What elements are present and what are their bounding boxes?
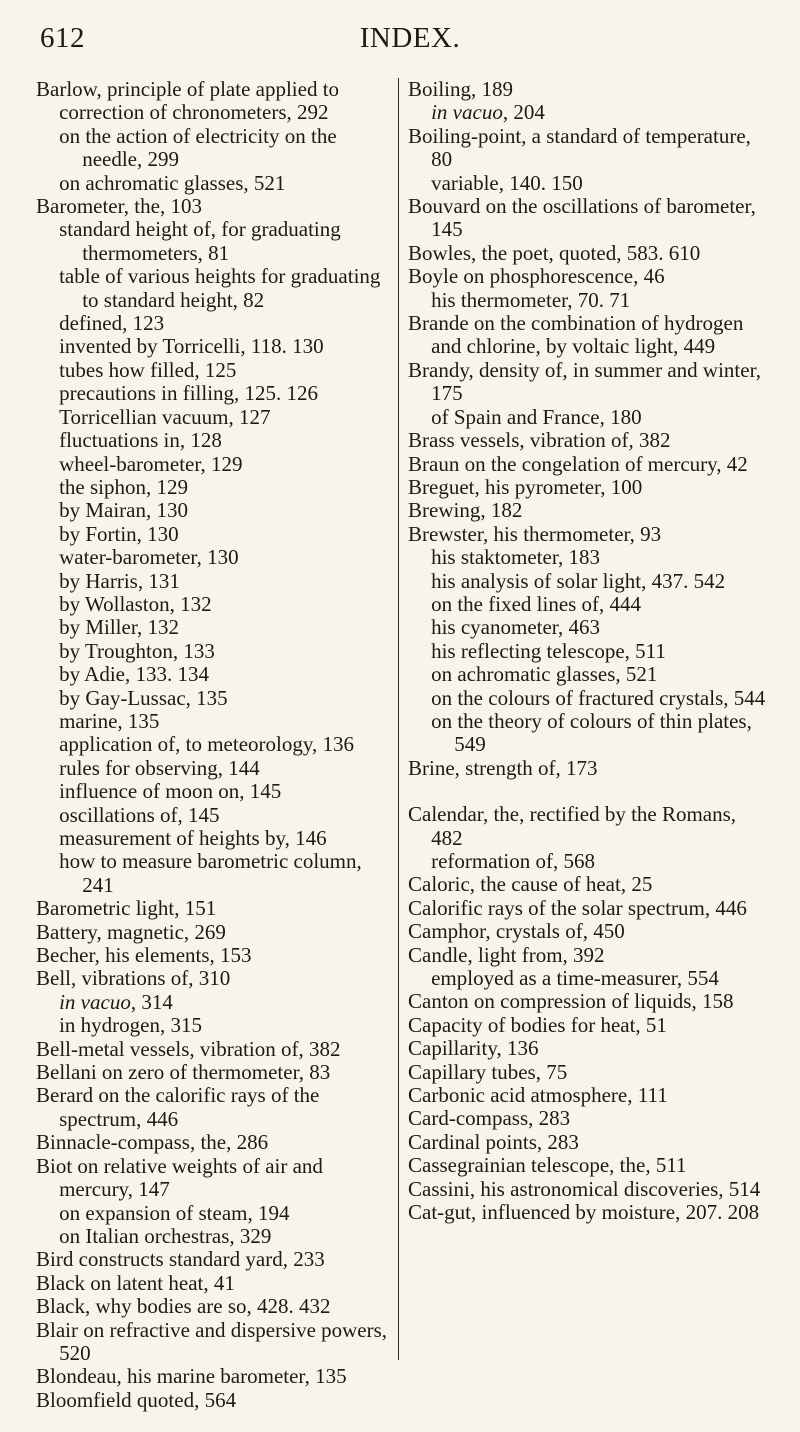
index-entry: Boiling, 189 [408,77,514,101]
index-entry: Caloric, the cause of heat, 25 [408,872,653,897]
index-entry: Bell-metal vessels, vibration of, 382 [36,1036,341,1061]
page-header [20,22,780,62]
index-subentry: his reflecting telescope, 511 [431,638,666,663]
index-subentry: how to measure barometric column, 241 [59,849,362,897]
index-entry: Breguet, his pyrometer, 100 [408,474,643,499]
index-subentry: on the theory of colours of thin plates, 549 [431,708,752,757]
index-entry: Bird constructs standard yard, 233 [36,1247,325,1272]
index-subentry: rules for observing, 144 [59,755,260,780]
index-subentry: invented by Torricelli, 118. 130 [59,334,324,359]
column-divider [398,78,399,1360]
index-entry: Carbonic acid atmosphere, 111 [408,1083,668,1108]
index-subentry: by Wollaston, 132 [59,591,212,616]
index-subentry: wheel-barometer, 129 [59,451,243,476]
index-entry: Brewing, 182 [408,498,523,523]
index-subentry: by Fortin, 130 [59,521,179,546]
index-entry: Capacity of bodies for heat, 51 [408,1012,667,1037]
index-entry: Canton on compression of liquids, 158 [408,989,734,1014]
index-entry: Capillarity, 136 [408,1036,539,1061]
index-subentry: on the fixed lines of, 444 [431,591,642,616]
index-subentry: his staktometer, 183 [431,545,600,570]
index-entry: Calorific rays of the solar spectrum, 446 [408,895,747,920]
index-subentry: on expansion of steam, 194 [59,1200,290,1225]
index-entry: Becher, his elements, 153 [36,943,252,968]
index-entry: Boiling-point, a standard of temperature, 80 [408,123,751,172]
index-entry: Barlow, principle of plate applied to correction of chronometers, 292 [36,77,340,125]
index-subentry: oscillations of, 145 [59,802,220,827]
index-entry: Berard on the calorific rays of the spectrum, 446 [36,1083,320,1131]
index-subentry: on Italian orchestras, 329 [59,1223,272,1248]
index-subentry: on achromatic glasses, 521 [59,170,286,195]
index-subentry: his thermometer, 70. 71 [431,287,631,312]
index-subentry: precautions in filling, 125. 126 [59,381,319,406]
page-number: 612 [40,22,85,54]
index-subentry: in vacuo, 204 [431,100,545,125]
index-entry: Brewster, his thermometer, 93 [408,521,662,546]
index-entry: Boyle on phosphorescence, 46 [408,264,665,289]
index-subentry: employed as a time-measurer, 554 [431,966,719,991]
section-gap [408,780,770,803]
index-entry: Blondeau, his marine barometer, 135 [36,1364,347,1389]
left-column [36,78,391,1412]
index-subentry: his analysis of solar light, 437. 542 [431,568,726,593]
index-entry: Brandy, density of, in summer and winter, 175 [408,357,761,406]
index-entry: Blair on refractive and dispersive powers, 520 [36,1317,388,1365]
index-subentry: on the action of electricity on the needle, 299 [59,123,337,172]
index-entry: Bloomfield quoted, 564 [36,1387,237,1412]
index-subentry: by Mairan, 130 [59,498,188,523]
index-subentry: reformation of, 568 [431,849,595,873]
right-column [408,78,770,1225]
page-title: INDEX. [359,22,461,54]
index-subentry: in hydrogen, 315 [59,1013,202,1038]
index-entry: Battery, magnetic, 269 [36,919,226,944]
index-entry: Cassegrainian telescope, the, 511 [408,1153,687,1178]
index-subentry: water-barometer, 130 [59,545,239,570]
index-subentry: the siphon, 129 [59,474,189,499]
index-subentry: standard height of, for graduating thermometers, 81 [59,217,341,265]
index-subentry: Torricellian vacuum, 127 [59,404,271,429]
index-subentry: by Harris, 131 [59,568,180,593]
index-subentry: his cyanometer, 463 [431,615,600,640]
index-entry: Black, why bodies are so, 428. 432 [36,1294,331,1319]
index-subentry: by Adie, 133. 134 [59,662,210,687]
index-entry: Capillary tubes, 75 [408,1059,568,1084]
index-subentry: marine, 135 [59,708,160,733]
index-entry: Bell, vibrations of, 310 [36,966,231,991]
index-subentry: tubes how filled, 125 [59,357,237,382]
index-subentry: by Gay-Lussac, 135 [59,685,228,710]
index-entry: Cat-gut, influenced by moisture, 207. 208 [408,1200,760,1225]
index-entry: Biot on relative weights of air and mercury, 147 [36,1153,323,1202]
index-subentry: defined, 123 [59,311,165,336]
index-subentry: of Spain and France, 180 [431,404,642,429]
index-subentry: fluctuations in, 128 [59,428,222,453]
index-subentry: measurement of heights by, 146 [59,826,327,850]
index-entry: Bowles, the poet, quoted, 583. 610 [408,240,701,265]
index-subentry: table of various heights for graduating to standard height, 82 [59,264,381,312]
index-entry: Barometer, the, 103 [36,194,202,219]
index-subentry: influence of moon on, 145 [59,779,282,804]
index-entry: Barometric light, 151 [36,896,217,921]
index-subentry: by Miller, 132 [59,615,179,640]
index-entry: Brande on the combination of hydrogen and chlorine, by voltaic light, 449 [408,311,744,359]
index-entry: Card-compass, 283 [408,1106,571,1131]
index-subentry: variable, 140. 150 [431,170,583,195]
index-subentry: on the colours of fractured crystals, 544 [431,685,766,710]
index-entry: Brass vessels, vibration of, 382 [408,428,671,453]
index-subentry: application of, to meteorology, 136 [59,732,354,757]
index-entry: Candle, light from, 392 [408,942,605,967]
index-entry: Cassini, his astronomical discoveries, 514 [408,1176,761,1201]
index-entry: Bellani on zero of thermometer, 83 [36,1060,331,1085]
index-entry: Black on latent heat, 41 [36,1270,235,1295]
index-entry: Camphor, crystals of, 450 [408,919,625,944]
index-subentry: in vacuo, 314 [59,989,173,1014]
index-entry: Braun on the congelation of mercury, 42 [408,451,748,476]
index-subentry: on achromatic glasses, 521 [431,662,658,687]
index-subentry: by Troughton, 133 [59,638,215,663]
index-entry: Calendar, the, rectified by the Romans, 482 [408,802,737,850]
index-entry: Cardinal points, 283 [408,1129,579,1154]
index-entry: Binnacle-compass, the, 286 [36,1130,269,1155]
index-entry: Brine, strength of, 173 [408,755,598,780]
index-entry: Bouvard on the oscillations of barometer, 145 [408,194,756,242]
